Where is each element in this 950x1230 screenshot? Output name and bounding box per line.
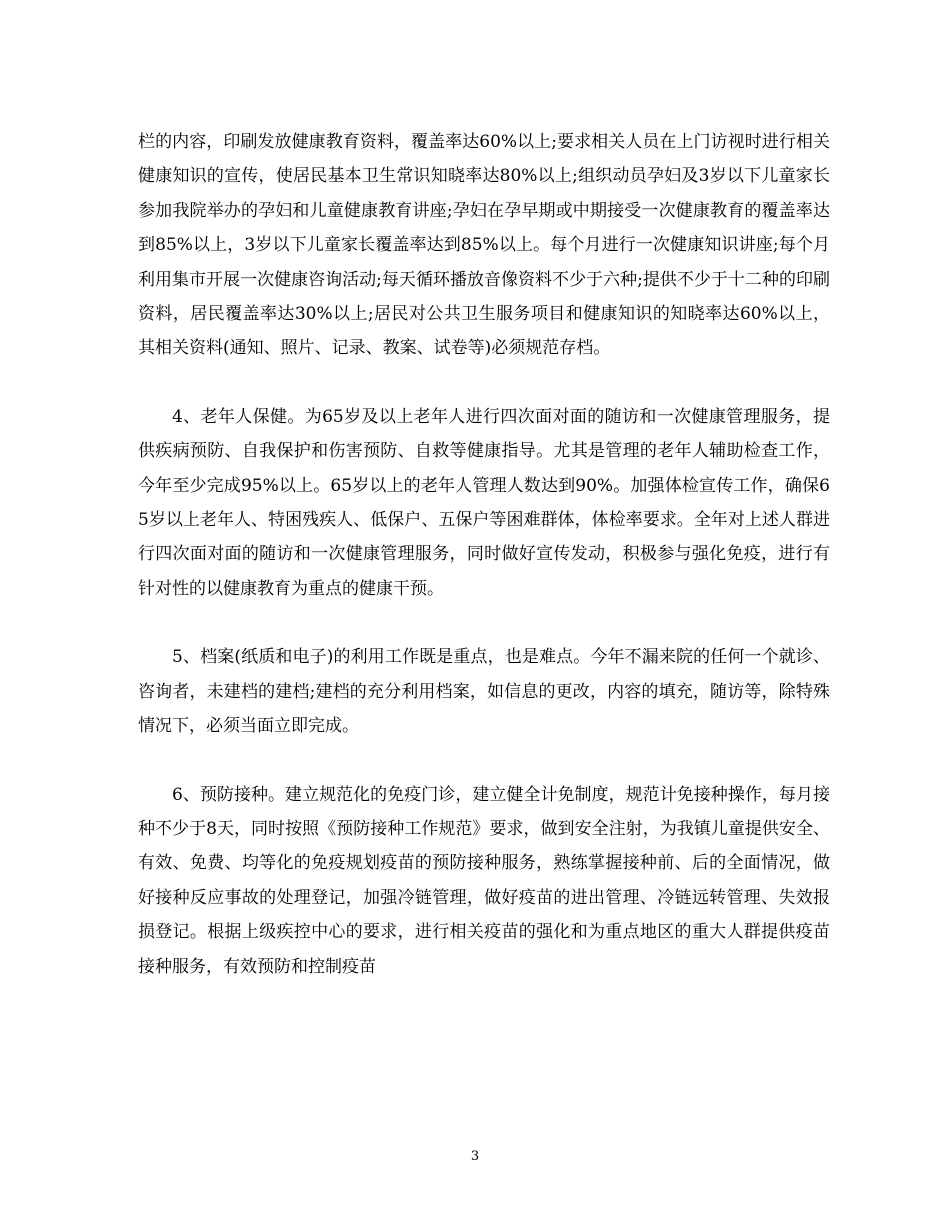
paragraph-continued: 栏的内容，印刷发放健康教育资料，覆盖率达60%以上;要求相关人员在上门访视时进行相关健康知识的宣传，使居民基本卫生常识知晓率达80%以上;组织动员孕妇及3岁以下儿童家长参加我院举办的孕妇和儿童健康教育讲座;孕妇在孕早期或中期接受一次健康教育的覆盖率达到85%以上，3岁以下儿童家长覆盖率达到85%以上。每个月进行一次健康知识讲座;每个月利用集市开展一次健康咨询活动;每天循环播放音像资料不少于六种;提供不少于十二种的印刷资料，居民覆盖率达30%以上;居民对公共卫生服务项目和健康知识的知晓率达60%以上，其相关资料(通知、照片、记录、教案、试卷等)必须规范存档。 [138,132,830,359]
paragraph-vaccination: 6、预防接种。建立规范化的免疫门诊，建立健全计免制度，规范计免接种操作，每月接种不少于8天，同时按照《预防接种工作规范》要求，做到安全注射，为我镇儿童提供安全、有效、免费、均等化的免疫规划疫苗的预防接种服务，熟练掌握接种前、后的全面情况，做好接种反应事故的处理登记，加强冷链管理，做好疫苗的进出管理、冷链远转管理、失效报损登记。根据上级疾控中心的要求，进行相关疫苗的强化和为重点地区的重大人群提供疫苗接种服务，有效预防和控制疫苗 [138,784,830,977]
paragraph-gap [138,606,830,640]
paragraph-health-records: 5、档案(纸质和电子)的利用工作既是重点，也是难点。今年不漏来院的任何一个就诊、咨询者，未建档的建档;建档的充分利用档案，如信息的更改，内容的填充，随访等，除特殊情况下，必须当面立即完成。 [138,647,830,737]
paragraph-elderly-care: 4、老年人保健。为65岁及以上老年人进行四次面对面的随访和一次健康管理服务，提供疾病预防、自我保护和伤害预防、自救等健康指导。尤其是管理的老年人辅助检查工作，今年至少完成95%以上。65岁以上的老年人管理人数达到90%。加强体检宣传工作，确保65岁以上老年人、特困残疾人、低保户、五保户等困难群体，体检率要求。全年对上述人群进行四次面对面的随访和一次健康管理服务，同时做好宣传发动，积极参与强化免疫，进行有针对性的以健康教育为重点的健康干预。 [138,406,830,599]
paragraph-gap [138,366,830,400]
document-body [138,125,830,984]
paragraph-gap [138,744,830,778]
page-number: 3 [470,1149,480,1164]
